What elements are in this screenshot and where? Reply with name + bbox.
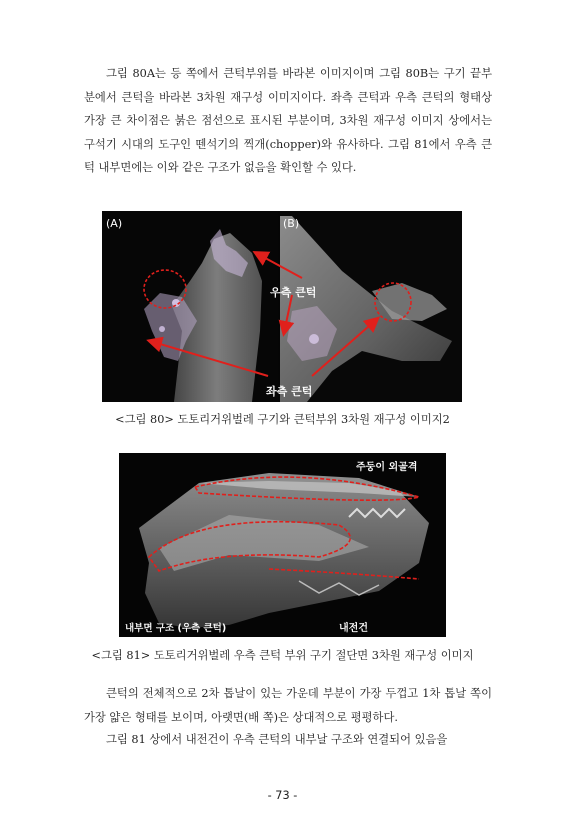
right-mandible-label: 우측 큰턱	[270, 286, 317, 299]
figure-80-caption: <그림 80> 도토리거위벌레 구기와 큰턱부위 3차원 재구성 이미지2	[115, 413, 450, 426]
panel-b-label: (B)	[283, 217, 300, 230]
page-number: - 73 -	[267, 789, 298, 802]
exoskeleton-label: 주둥이 외골격	[356, 462, 418, 473]
figure-81-render	[119, 453, 446, 637]
body-paragraph-2: 큰턱의 전체적으로 2차 톱날이 있는 가운데 부분이 가장 두껍고 1차 톱날 쪽이 가장 얇은 형태를 보이며, 아랫면(배 쪽)은 상대적으로 평평하다.	[84, 687, 492, 724]
tendon-label: 내전건	[339, 623, 368, 634]
panel-a-label: (A)	[106, 217, 123, 230]
body-paragraph-3: 그림 81 상에서 내전건이 우측 큰턱의 내부날 구조와 연결되어 있음을	[106, 733, 448, 746]
body-paragraph-1: 그림 80A는 등 쪽에서 큰턱부위를 바라본 이미지이며 그림 80B는 구기 끝부분에서 큰턱을 바라본 3차원 재구성 이미지이다. 좌측 큰턱과 우측 큰턱의 형태상 가장 큰 차이점은 붉은 점선으로 표시된 부분이며, 3차원 재구성 이미지 상에서는 구석기 시대의 도구인 뗀석기의 찍개(chopper)와 유사하다. 그림 81에서 우측 큰턱 내부면에는 이와 같은 구조가 없음을 확인할 수 있다.	[84, 67, 492, 174]
inner-structure-label: 내부면 구조 (우측 큰턱)	[125, 623, 227, 634]
left-mandible-label: 좌측 큰턱	[266, 385, 313, 398]
figure-81-caption: <그림 81> 도토리거위벌레 우측 큰턱 부위 구기 절단면 3차원 재구성 이미지	[91, 649, 474, 662]
figure-81-image	[119, 453, 446, 637]
figure-80-image	[102, 211, 462, 402]
figure-80-render	[102, 211, 462, 402]
